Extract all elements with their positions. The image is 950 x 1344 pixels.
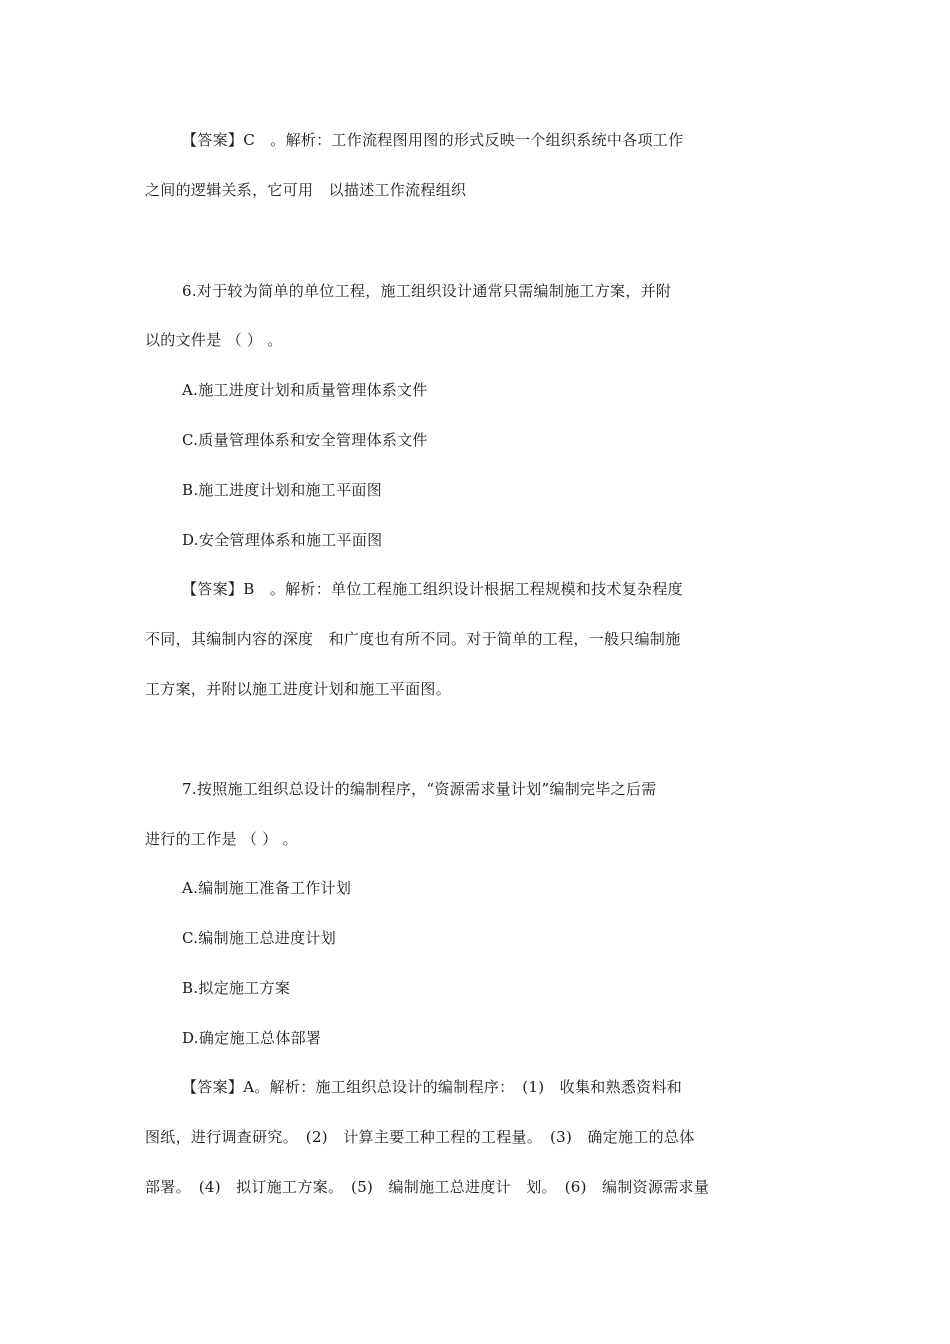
q7-stem-line-1: 7.按照施工组织总设计的编制程序，“资源需求量计划”编制完毕之后需	[182, 780, 657, 798]
q5-answer-line-1: 【答案】C 。解析：工作流程图用图的形式反映一个组织系统中各项工作	[182, 131, 684, 149]
q5-answer-line-2: 之间的逻辑关系，它可用 以描述工作流程组织	[145, 181, 467, 199]
q7-answer-line-3: 部署。 (4) 拟订施工方案。 (5) 编制施工总进度计 划。 (6) 编制资源需求量	[145, 1178, 710, 1196]
q6-option-a: A.施工进度计划和质量管理体系文件	[182, 381, 428, 399]
q6-option-d: D.安全管理体系和施工平面图	[182, 531, 383, 549]
q7-option-a: A.编制施工准备工作计划	[182, 879, 352, 897]
q6-stem-line-1: 6.对于较为简单的单位工程，施工组织设计通常只需编制施工方案，并附	[182, 282, 672, 300]
q7-option-b: B.拟定施工方案	[182, 979, 291, 997]
q7-option-c: C.编制施工总进度计划	[182, 929, 337, 947]
q6-stem-line-2: 以的文件是 （ ） 。	[145, 331, 283, 349]
q6-option-c: C.质量管理体系和安全管理体系文件	[182, 431, 428, 449]
q6-answer-line-3: 工方案，并附以施工进度计划和施工平面图。	[145, 680, 452, 698]
q7-option-d: D.确定施工总体部署	[182, 1029, 322, 1047]
q6-answer-line-2: 不同，其编制内容的深度 和广度也有所不同。对于简单的工程，一般只编制施	[145, 630, 681, 648]
q6-option-b: B.施工进度计划和施工平面图	[182, 481, 382, 499]
q7-answer-line-1: 【答案】A。解析：施工组织总设计的编制程序： (1) 收集和熟悉资料和	[182, 1078, 683, 1096]
q7-answer-line-2: 图纸，进行调查研究。 (2) 计算主要工种工程的工程量。 (3) 确定施工的总体	[145, 1128, 695, 1146]
q7-stem-line-2: 进行的工作是 （ ） 。	[145, 830, 298, 848]
q6-answer-line-1: 【答案】B 。解析：单位工程施工组织设计根据工程规模和技术复杂程度	[182, 580, 683, 598]
